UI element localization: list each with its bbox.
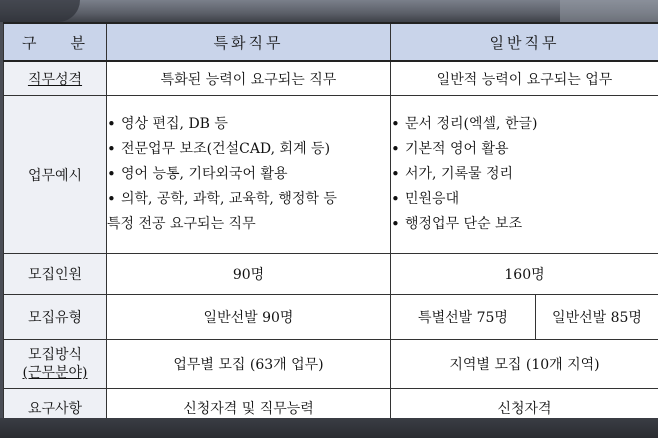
list-item: • 서가, 기록물 정리	[391, 162, 658, 187]
list-item: • 영어 능통, 기타외국어 활용	[107, 162, 390, 187]
photo-background-bottom	[0, 418, 658, 438]
row-label-recruit-method	[4, 340, 107, 389]
row-label-requirements: 요구사항	[4, 389, 107, 429]
general-recruit-count: 160명	[391, 254, 658, 295]
table-row	[4, 96, 658, 254]
table-row	[4, 340, 658, 389]
general-requirements: 신청자격	[391, 389, 658, 429]
list-item: • 문서 정리(엑셀, 한글)	[391, 112, 658, 137]
list-item-continuation: 특정 전공 요구되는 직무	[107, 216, 256, 232]
list-item: • 행정업무 단순 보조	[391, 212, 658, 237]
special-recruit-type: 일반선발 90명	[107, 295, 391, 340]
list-item: • 영상 편집, DB 등	[107, 112, 390, 137]
row-label-line: 모집방식	[27, 347, 83, 363]
photo-background-top	[0, 0, 658, 22]
row-label-examples: 업무예시	[4, 96, 107, 254]
background-blur-shape	[0, 0, 80, 22]
special-recruit-method: 업무별 모집 (63개 업무)	[107, 340, 391, 389]
row-label-line: (근무분야)	[22, 365, 88, 381]
table-row	[4, 254, 658, 295]
list-item: • 의학, 공학, 과학, 교육학, 행정학 등	[107, 187, 390, 212]
table-row	[4, 295, 658, 340]
general-recruit-method: 지역별 모집 (10개 지역)	[391, 340, 658, 389]
special-job-nature: 특화된 능력이 요구되는 직무	[107, 61, 391, 96]
general-recruit-type-special: 특별선발 75명	[391, 295, 536, 340]
row-label-job-nature: 직무성격	[4, 61, 107, 96]
header-general-job: 일반직무	[391, 23, 658, 61]
row-label-recruit-count: 모집인원	[4, 254, 107, 295]
list-item: • 전문업무 보조(건설CAD, 회계 등)	[107, 137, 390, 162]
list-item: • 기본적 영어 활용	[391, 137, 658, 162]
table-row	[4, 61, 658, 96]
header-special-job: 특화직무	[107, 23, 391, 61]
row-label-recruit-type: 모집유형	[4, 295, 107, 340]
special-requirements: 신청자격 및 직무능력	[107, 389, 391, 429]
general-examples-list	[391, 96, 658, 254]
job-comparison-table	[3, 22, 658, 429]
background-blur-shape	[560, 0, 658, 22]
general-job-nature: 일반적 능력이 요구되는 업무	[391, 61, 658, 96]
list-item: • 민원응대	[391, 187, 658, 212]
header-row	[4, 23, 658, 61]
header-category: 구 분	[4, 23, 107, 61]
general-recruit-type-open: 일반선발 85명	[536, 295, 658, 340]
special-recruit-count: 90명	[107, 254, 391, 295]
special-examples-list	[107, 96, 391, 254]
